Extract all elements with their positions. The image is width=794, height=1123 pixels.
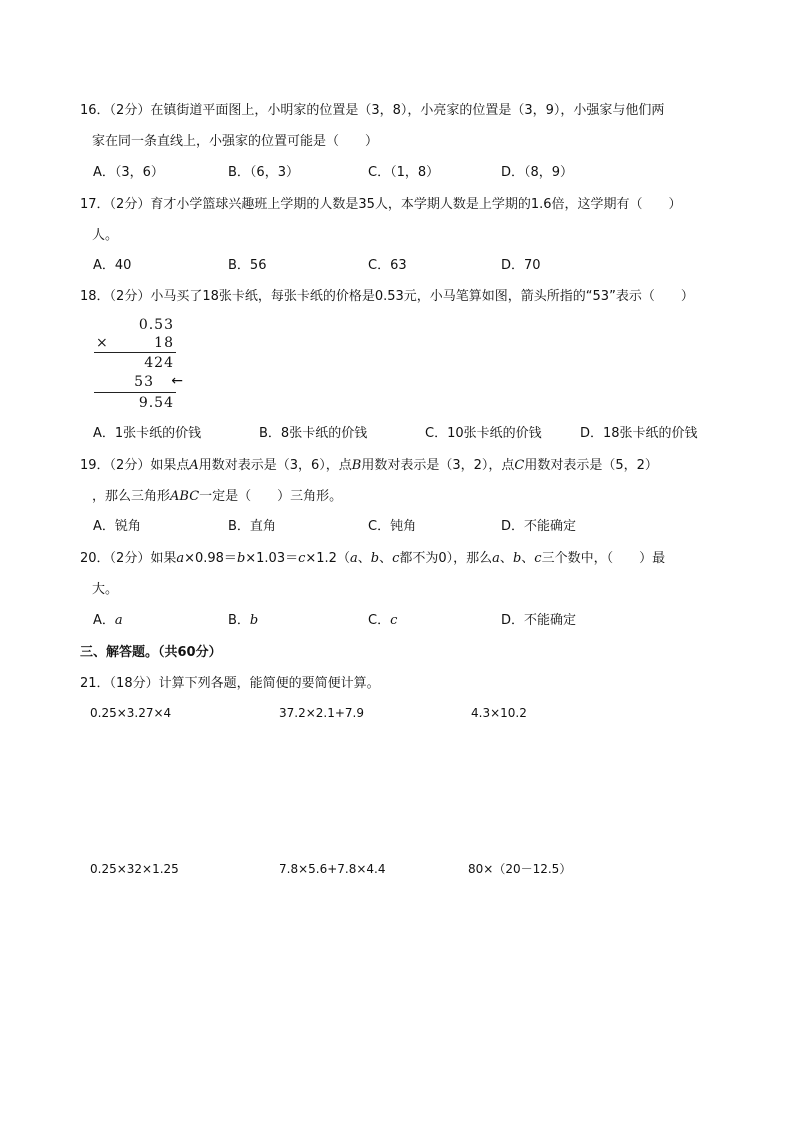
calc-times-sign: × [96, 335, 109, 351]
var-B: B [351, 458, 362, 473]
var-C: C [514, 458, 525, 473]
q19-option-b: B．直角 [228, 519, 276, 534]
q21-expr-3: 4.3×10.2 [471, 706, 527, 720]
calc-rule-2 [94, 392, 176, 393]
q20-option-a: A．a [93, 613, 123, 628]
q18-stem: 18．（2分）小马买了18张卡纸，每张卡纸的价格是0.53元，小马笔算如图，箭头所指的“53”表示（ ） [80, 289, 694, 304]
calc-partial-1: 424 [144, 355, 174, 371]
var-ABC: ABC [170, 489, 200, 504]
q16-option-c: C．（1，8） [368, 165, 440, 180]
q18-option-a: A．1张卡纸的价钱 [93, 426, 202, 441]
q17-stem-line1: 17．（2分）育才小学篮球兴趣班上学期的人数是35人，本学期人数是上学期的1.6倍，这学期有（ ） [80, 197, 682, 212]
q19-option-a: A．锐角 [93, 519, 141, 534]
q19-stem-line1: 19．（2分）如果点A用数对表示是（3，6），点B用数对表示是（3，2），点C用数对表示是（5，2） [80, 458, 658, 473]
q21-expr-2: 37.2×2.1+7.9 [279, 706, 364, 720]
q18-option-c: C．10张卡纸的价钱 [425, 426, 542, 441]
calc-partial-2: 53 [134, 374, 154, 390]
q20-stem-line2: 大。 [92, 582, 119, 597]
q16-option-d: D．（8，9） [501, 165, 574, 180]
q17-option-a: A．40 [93, 258, 132, 273]
q17-option-b: B．56 [228, 258, 267, 273]
q18-option-d: D．18张卡纸的价钱 [580, 426, 698, 441]
q20-option-d: D．不能确定 [501, 613, 577, 628]
q19-stem-line2: ，那么三角形ABC一定是（ ）三角形。 [92, 489, 343, 504]
q21-expr-6: 80×（20－12.5） [468, 862, 572, 876]
calc-multiplier: 18 [154, 335, 174, 351]
section-title: 三、解答题。（共60分） [80, 645, 222, 660]
var-A: A [189, 458, 199, 473]
calc-rule-1 [94, 352, 176, 353]
q21-header: 21．（18分）计算下列各题，能简便的要简便计算。 [80, 676, 380, 691]
q16-stem-line1: 16．（2分）在镇街道平面图上，小明家的位置是（3，8），小亮家的位置是（3，9），小强家与他们两 [80, 103, 665, 118]
calc-product: 9.54 [138, 395, 174, 411]
vertical-multiplication [92, 313, 184, 413]
q16-option-a: A．（3，6） [93, 165, 164, 180]
q20-option-b: B．b [228, 613, 259, 628]
q21-expr-1: 0.25×3.27×4 [90, 706, 172, 720]
q19-option-c: C．钝角 [368, 519, 417, 534]
q21-expr-4: 0.25×32×1.25 [90, 862, 179, 876]
q21-expr-5: 7.8×5.6+7.8×4.4 [279, 862, 386, 876]
q17-option-c: C．63 [368, 258, 407, 273]
q16-stem-line2: 家在同一条直线上，小强家的位置可能是（ ） [92, 134, 379, 149]
q18-option-b: B．8张卡纸的价钱 [259, 426, 368, 441]
q16-option-b: B．（6，3） [228, 165, 299, 180]
q20-option-c: C．c [368, 613, 398, 628]
q19-option-d: D．不能确定 [501, 519, 577, 534]
arrow-icon: ← [171, 373, 184, 389]
q17-stem-line2: 人。 [92, 228, 119, 243]
calc-multiplicand: 0.53 [138, 317, 174, 333]
q20-stem-line1: 20．（2分）如果a×0.98＝b×1.03＝c×1.2（a、b、c都不为0），那么a、b、c三个数中，（ ）最 [80, 551, 666, 566]
q17-option-d: D．70 [501, 258, 541, 273]
